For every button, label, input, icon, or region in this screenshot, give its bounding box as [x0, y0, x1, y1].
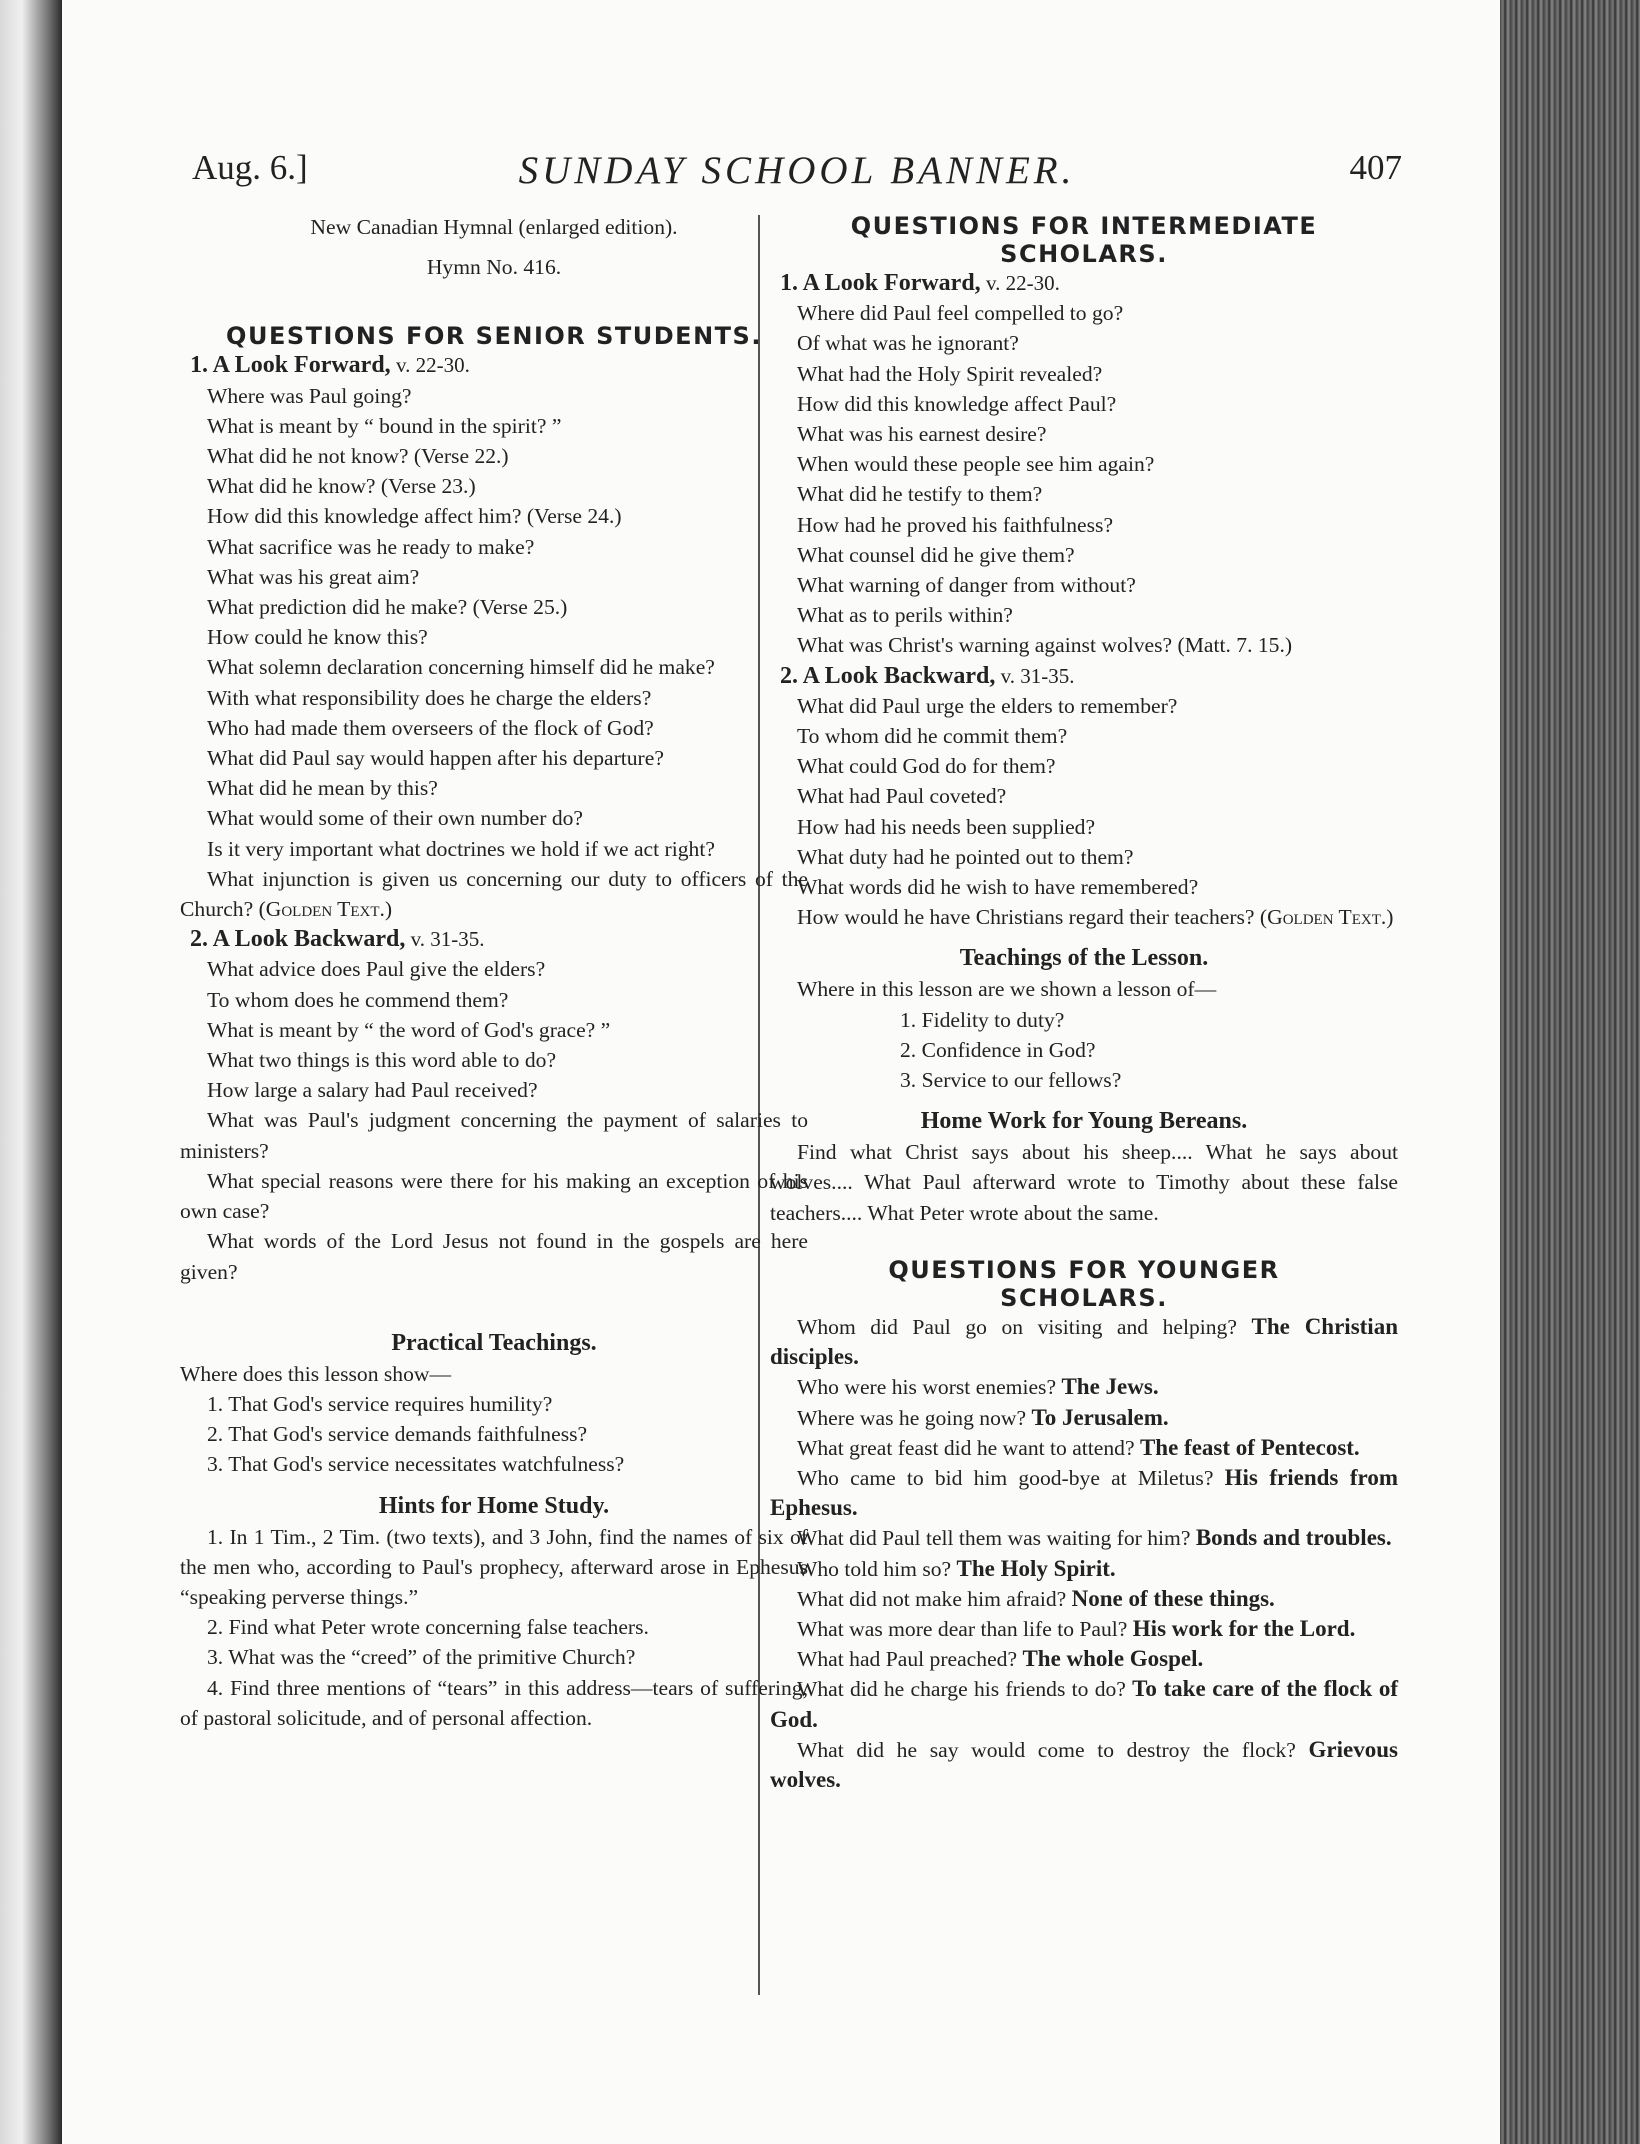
question: What is meant by “ bound in the spirit? ” [207, 413, 562, 438]
younger-answer: The Holy Spirit. [956, 1555, 1116, 1581]
question: What had the Holy Spirit revealed? [797, 361, 1103, 386]
younger-answer: The whole Gospel. [1022, 1646, 1204, 1672]
question: To whom does he commend them? [207, 987, 509, 1012]
question: What prediction did he make? (Verse 25.) [207, 595, 568, 620]
question: What solemn declaration concerning himself did he make? [207, 655, 715, 680]
younger-qa-item [770, 1584, 1398, 1614]
question-text: How would he have Christians regard their teachers? [797, 905, 1255, 930]
sec-title: 2. A Look Backward, [780, 662, 996, 689]
younger-answer: His work for the Lord. [1132, 1615, 1356, 1641]
question: What words did he wish to have remembered? [797, 875, 1199, 900]
book-page [62, 0, 1500, 2144]
younger-question: What did he charge his friends to do? [797, 1677, 1126, 1702]
younger-question: What had Paul preached? [797, 1647, 1018, 1672]
question: What did Paul urge the elders to remember? [797, 693, 1178, 718]
golden-text-ref: (Golden Text.) [1259, 905, 1394, 930]
question-text: What injunction is given us concerning our duty to officers of the Church? [180, 866, 808, 922]
practical-item: 1. That God's service requires humility? [207, 1391, 553, 1416]
sec-ref: v. 22-30. [980, 271, 1060, 295]
teachings-heading: Teachings of the Lesson. [959, 945, 1209, 972]
younger-question: Who came to bid him good-bye at Miletus? [797, 1465, 1214, 1490]
sec-ref: v. 31-35. [405, 927, 485, 952]
teachings-item: 2. Confidence in God? [900, 1037, 1096, 1062]
younger-answer: The Jews. [1061, 1374, 1159, 1400]
question: What as to perils within? [797, 603, 1013, 628]
question: To whom did he commit them? [797, 724, 1068, 749]
younger-qa-item [770, 1403, 1398, 1433]
page-number: 407 [1349, 148, 1402, 187]
question: How had his needs been supplied? [797, 814, 1096, 839]
question: What duty had he pointed out to them? [797, 844, 1134, 869]
question-golden-text [180, 864, 808, 924]
question: With what responsibility does he charge the elders? [207, 685, 652, 710]
younger-qa-item [770, 1644, 1398, 1674]
left-column [180, 212, 808, 1733]
practical-item: 2. That God's service demands faithfulness? [207, 1422, 588, 1447]
book-spine-shadow [0, 0, 62, 2144]
question: What counsel did he give them? [797, 542, 1075, 567]
younger-qa-item [770, 1735, 1398, 1795]
younger-answer: None of these things. [1071, 1585, 1275, 1611]
younger-answer: To take care of the flock of God. [770, 1676, 1398, 1732]
question: What would some of their own number do? [207, 806, 584, 831]
younger-qa-item [770, 1554, 1398, 1584]
hint-item: 4. Find three mentions of “tears” in this address—tears of suffering, of pastoral solicitude, and of personal affection. [180, 1675, 808, 1730]
left-sec2-heading [180, 924, 808, 954]
younger-heading-line2: SCHOLARS. [1000, 1283, 1168, 1312]
younger-answer: Bonds and troubles. [1195, 1525, 1392, 1551]
hymnal-title: New Canadian Hymnal (enlarged edition). [310, 215, 678, 239]
younger-qa-list [770, 1312, 1398, 1795]
question: How had he proved his faithfulness? [797, 512, 1114, 537]
question: What did he not know? (Verse 22.) [207, 444, 509, 469]
question: What was his earnest desire? [797, 422, 1047, 447]
question: What is meant by “ the word of God's grace? ” [207, 1017, 611, 1042]
younger-qa-item [770, 1614, 1398, 1644]
younger-question: Where was he going now? [797, 1405, 1027, 1430]
homework-text: Find what Christ says about his sheep.... What he says about wolves.... What Paul afterward wrote to Timothy about these false teachers.... What Peter wrote about the same. [770, 1140, 1398, 1225]
question: What two things is this word able to do? [207, 1048, 557, 1073]
sec-ref: v. 31-35. [995, 663, 1075, 688]
question: What was his great aim? [207, 564, 420, 589]
question-golden-text [770, 902, 1398, 932]
younger-answer: To Jerusalem. [1031, 1404, 1169, 1430]
page-header [192, 148, 1402, 198]
hints-heading: Hints for Home Study. [378, 1492, 610, 1519]
question: What sacrifice was he ready to make? [207, 534, 535, 559]
younger-question: What did not make him afraid? [797, 1586, 1067, 1611]
question: What advice does Paul give the elders? [207, 957, 546, 982]
teachings-item: 1. Fidelity to duty? [900, 1007, 1065, 1032]
question: How could he know this? [207, 625, 428, 650]
younger-qa-item [770, 1312, 1398, 1372]
teachings-intro: Where in this lesson are we shown a lesson of— [797, 977, 1217, 1002]
question: When would these people see him again? [797, 452, 1155, 477]
question: How did this knowledge affect Paul? [797, 391, 1117, 416]
younger-heading: QUESTIONS FOR YOUNGER [888, 1255, 1280, 1284]
younger-qa-item [770, 1433, 1398, 1463]
practical-item: 3. That God's service necessitates watchfulness? [207, 1452, 625, 1477]
practical-intro: Where does this lesson show— [180, 1361, 452, 1386]
question: Is it very important what doctrines we hold if we act right? [207, 836, 715, 861]
hint-item: 3. What was the “creed” of the primitive Church? [207, 1645, 636, 1670]
younger-qa-item [770, 1674, 1398, 1734]
question: What special reasons were there for his making an exception of his own case? [180, 1168, 808, 1224]
hint-item: 2. Find what Peter wrote concerning false teachers. [207, 1615, 649, 1640]
homework-heading: Home Work for Young Bereans. [920, 1108, 1248, 1135]
younger-question: Whom did Paul go on visiting and helping? [797, 1314, 1237, 1339]
sec-ref: v. 22-30. [390, 353, 470, 378]
teachings-item: 3. Service to our fellows? [900, 1068, 1122, 1093]
question: What had Paul coveted? [797, 784, 1007, 809]
question: How large a salary had Paul received? [207, 1078, 538, 1103]
sec-title: 1. A Look Forward, [190, 352, 391, 379]
question: What words of the Lord Jesus not found in the gospels are here given? [180, 1229, 808, 1284]
intermediate-heading-line2: SCHOLARS. [1000, 240, 1168, 268]
younger-answer: Grievous wolves. [770, 1736, 1398, 1792]
book-page-edges [1500, 0, 1640, 2144]
sec-title: 1. A Look Forward, [780, 270, 981, 296]
question: What was Paul's judgment concerning the payment of salaries to ministers? [180, 1108, 808, 1163]
younger-question: What great feast did he want to attend? [797, 1435, 1135, 1460]
question: Who had made them overseers of the flock of God? [207, 715, 654, 740]
sec-title: 2. A Look Backward, [190, 926, 406, 953]
senior-heading: QUESTIONS FOR SENIOR STUDENTS. [226, 322, 762, 351]
golden-text-ref: (Golden Text.) [258, 897, 393, 922]
question: What could God do for them? [797, 754, 1056, 779]
question: What did he mean by this? [207, 776, 438, 801]
younger-qa-item [770, 1523, 1398, 1553]
header-date: Aug. 6.] [192, 148, 308, 187]
right-column [770, 212, 1398, 1795]
younger-qa-item [770, 1463, 1398, 1523]
hymn-number: Hymn No. 416. [426, 255, 562, 280]
younger-question: What did he say would come to destroy the flock? [797, 1737, 1296, 1762]
younger-question: What did Paul tell them was waiting for him? [797, 1526, 1191, 1551]
younger-answer: The feast of Pentecost. [1139, 1434, 1360, 1460]
question: What was Christ's warning against wolves? (Matt. 7. 15.) [797, 633, 1293, 658]
question: Of what was he ignorant? [797, 331, 1019, 356]
right-sec1-heading [770, 268, 1398, 298]
header-title: SUNDAY SCHOOL BANNER. [518, 149, 1076, 192]
younger-answer: The Christian disciples. [770, 1313, 1398, 1370]
left-sec1-heading [180, 350, 808, 380]
intermediate-heading: QUESTIONS FOR INTERMEDIATE [850, 212, 1318, 240]
younger-question: What was more dear than life to Paul? [797, 1616, 1128, 1641]
question: Where did Paul feel compelled to go? [797, 301, 1124, 326]
right-sec2-heading [770, 661, 1398, 691]
younger-question: Who told him so? [797, 1556, 952, 1581]
question: How did this knowledge affect him? (Verse 24.) [207, 504, 622, 529]
question: What did he know? (Verse 23.) [207, 474, 476, 499]
younger-qa-item [770, 1372, 1398, 1402]
younger-answer: His friends from Ephesus. [770, 1464, 1398, 1521]
younger-question: Who were his worst enemies? [797, 1375, 1057, 1400]
question: Where was Paul going? [207, 383, 412, 408]
hint-item: 1. In 1 Tim., 2 Tim. (two texts), and 3 John, find the names of six of the men who, according to Paul's prophecy, afterward arose in Ephesus “speaking perverse things.” [180, 1524, 808, 1609]
question: What did he testify to them? [797, 482, 1043, 507]
question: What did Paul say would happen after his departure? [207, 746, 664, 771]
question: What warning of danger from without? [797, 573, 1136, 598]
practical-heading: Practical Teachings. [391, 1329, 597, 1356]
